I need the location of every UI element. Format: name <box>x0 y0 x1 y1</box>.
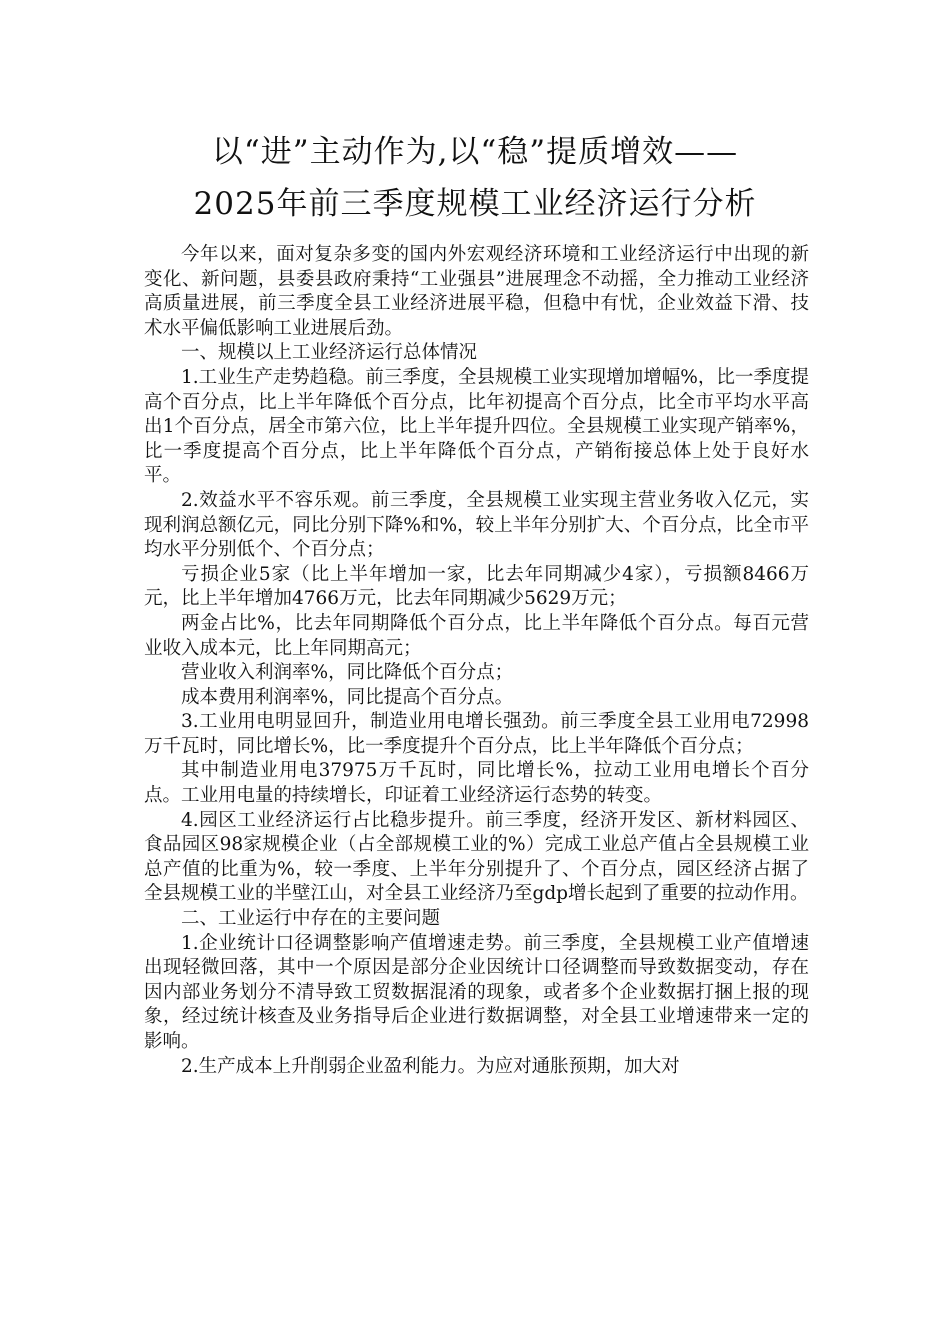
paragraph-electricity: 3.工业用电明显回升，制造业用电增长强劲。前三季度全县工业用电72998万千瓦时，同比增长%，比一季度提升个百分点，比上半年降低个百分点； <box>144 711 809 757</box>
document-body <box>144 243 809 1079</box>
paragraph-industrial-parks: 4.园区工业经济运行占比稳步提升。前三季度，经济开发区、新材料园区、食品园区98家规模企业（占全部规模工业的%）完成工业总产值占全县规模工业总产值的比重为%，较一季度、上半年分别提升了、个百分点，园区经济占据了全县规模工业的半壁江山，对全县工业经济乃至gdp增长起到了重要的拉动作用。 <box>144 809 809 905</box>
intro-paragraph: 今年以来，面对复杂多变的国内外宏观经济环境和工业经济运行中出现的新变化、新问题，县委县政府秉持“工业强县”进展理念不动摇，全力推动工业经济高质量进展，前三季度全县工业经济进展平稳，但稳中有忧，企业效益下滑、技术水平偏低影响工业进展后劲。 <box>144 244 809 339</box>
paragraph-loss-enterprises: 亏损企业5家（比上半年增加一家，比去年同期减少4家），亏损额8466万元，比上半年增加4766万元，比去年同期减少5629万元； <box>144 563 809 610</box>
paragraph-production-cost: 2.生产成本上升削弱企业盈利能力。为应对通胀预期，加大对 <box>181 1055 680 1077</box>
section-heading-1: 一、规模以上工业经济运行总体情况 <box>181 342 478 364</box>
paragraph-efficiency: 2.效益水平不容乐观。前三季度，全县规模工业实现主营业务收入亿元，实现利润总额亿元，同比分别下降%和%，较上半年分别扩大、个百分点，比全市平均水平分别低个、个百分点； <box>144 489 809 561</box>
title-line-2: 2025年前三季度规模工业经济运行分析 <box>193 186 757 222</box>
paragraph-two-funds: 两金占比%，比去年同期降低个百分点，比上半年降低个百分点。每百元营业收入成本元，比上年同期高元； <box>144 612 809 659</box>
paragraph-revenue-margin: 营业收入利润率%，同比降低个百分点； <box>181 662 514 684</box>
title-line-1: 以“进”主动作为,以“稳”提质增效—— <box>211 134 739 170</box>
paragraph-manufacturing-electricity: 其中制造业用电37975万千瓦时，同比增长%，拉动工业用电增长个百分点。工业用电量的持续增长，印证着工业经济运行态势的转变。 <box>144 760 809 807</box>
paragraph-statistical-scope: 1.企业统计口径调整影响产值增速走势。前三季度，全县规模工业产值增速出现轻微回落，其中一个原因是部分企业因统计口径调整而导致数据变动，存在因内部业务划分不清导致工贸数据混淆的现象，或者多个企业数据打捆上报的现象，经过统计核查及业务指导后企业进行数据调整，对全县工业增速带来一定的影响。 <box>144 932 809 1052</box>
document-title <box>120 126 830 230</box>
paragraph-cost-margin: 成本费用利润率%，同比提高个百分点。 <box>181 686 514 708</box>
paragraph-production: 1.工业生产走势趋稳。前三季度，全县规模工业实现增加增幅%，比一季度提高个百分点，比上半年降低个百分点，比年初提高个百分点，比全市平均水平高出1个百分点，居全市第六位，比上半年提升四位。全县规模工业实现产销率%，比一季度提高个百分点，比上半年降低个百分点，产销衔接总体上处于良好水平。 <box>144 366 809 487</box>
section-heading-2: 二、工业运行中存在的主要问题 <box>181 908 441 930</box>
